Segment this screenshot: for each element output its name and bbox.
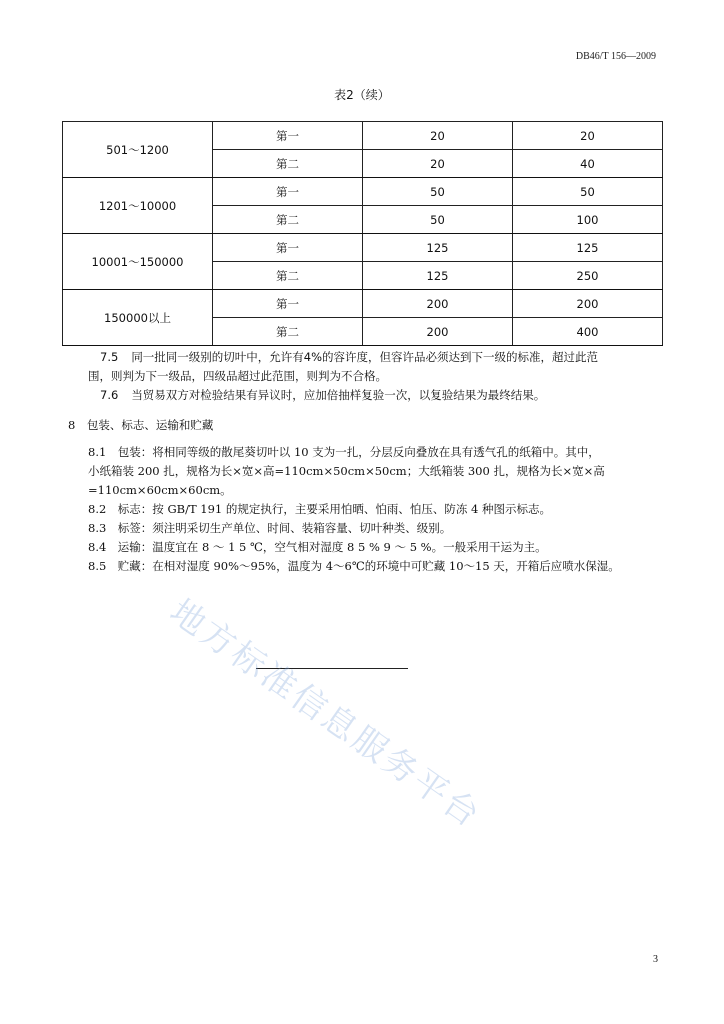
clause-8-1-line-2: 小纸箱装 200 扎，规格为长×宽×高=110cm×50cm×50cm；大纸箱装 300 扎，规格为长×宽×高: [88, 464, 605, 478]
standard-code: DB46/T 156—2009: [575, 51, 656, 62]
lot-size-cell: 1201～10000: [63, 178, 213, 234]
sampling-level-cell: 第二: [213, 150, 363, 178]
table-row: [63, 234, 663, 262]
sample-size-cell: 200: [363, 318, 513, 346]
sample-size-cell: 50: [363, 206, 513, 234]
cumulative-size-cell: 20: [513, 122, 663, 150]
cumulative-size-cell: 40: [513, 150, 663, 178]
clause-7-5-continuation: 围，则判为下一级品，四级品超过此范围，则判为不合格。: [88, 369, 387, 383]
table-row: [63, 122, 663, 150]
cumulative-size-cell: 125: [513, 234, 663, 262]
section-8-heading: 8 包装、标志、运输和贮藏: [68, 418, 214, 432]
clause-8-5: 8.5 贮藏：在相对湿度 90%～95%，温度为 4～6℃的环境中可贮藏 10～15 天，开箱后应喷水保湿。: [88, 559, 620, 573]
clause-8-4: 8.4 运输：温度宜在 8 ～ 1 5 ℃，空气相对湿度 8 5 % 9 ～ 5 %。一般采用干运为主。: [88, 540, 547, 554]
clause-number: 7.5: [100, 350, 119, 364]
sample-size-cell: 125: [363, 234, 513, 262]
clause-8-3: 8.3 标签：须注明采切生产单位、时间、装箱容量、切叶种类、级别。: [88, 521, 452, 535]
table-row: [63, 178, 663, 206]
page-number: 3: [653, 954, 658, 965]
sample-size-cell: 20: [363, 122, 513, 150]
lot-size-cell: 10001～150000: [63, 234, 213, 290]
clause-8-1-line-3: =110cm×60cm×60cm。: [88, 483, 232, 497]
sampling-level-cell: 第二: [213, 318, 363, 346]
clause-8-2: 8.2 标志：按 GB/T 191 的规定执行，主要采用怕晒、怕雨、怕压、防冻 4 种图示标志。: [88, 502, 552, 516]
clause-7-5: [100, 348, 680, 367]
sampling-level-cell: 第二: [213, 262, 363, 290]
clause-8-1-line-1: 8.1 包装：将相同等级的散尾葵切叶以 10 支为一扎，分层反向叠放在具有透气孔的纸箱中。其中，: [88, 445, 600, 459]
clause-7-6: [100, 386, 680, 405]
sample-size-cell: 200: [363, 290, 513, 318]
sample-size-cell: 20: [363, 150, 513, 178]
table-caption: 表2（续）: [334, 88, 390, 102]
clause-text: 当贸易双方对检验结果有异议时，应加倍抽样复验一次，以复验结果为最终结果。: [131, 388, 546, 402]
sampling-level-cell: 第一: [213, 234, 363, 262]
clause-text: 同一批同一级别的切叶中，允许有4%的容许度，但容许品必须达到下一级的标准，超过此范: [131, 350, 599, 364]
cumulative-size-cell: 200: [513, 290, 663, 318]
sampling-level-cell: 第一: [213, 122, 363, 150]
sampling-table: [62, 121, 663, 346]
sampling-level-cell: 第一: [213, 290, 363, 318]
clause-number: 7.6: [100, 388, 119, 402]
sample-size-cell: 125: [363, 262, 513, 290]
lot-size-cell: 150000以上: [63, 290, 213, 346]
cumulative-size-cell: 400: [513, 318, 663, 346]
sample-size-cell: 50: [363, 178, 513, 206]
watermark: 地方标准信息服务平台: [162, 591, 489, 837]
sampling-level-cell: 第二: [213, 206, 363, 234]
table-row: [63, 290, 663, 318]
lot-size-cell: 501～1200: [63, 122, 213, 178]
cumulative-size-cell: 50: [513, 178, 663, 206]
sampling-level-cell: 第一: [213, 178, 363, 206]
cumulative-size-cell: 250: [513, 262, 663, 290]
cumulative-size-cell: 100: [513, 206, 663, 234]
